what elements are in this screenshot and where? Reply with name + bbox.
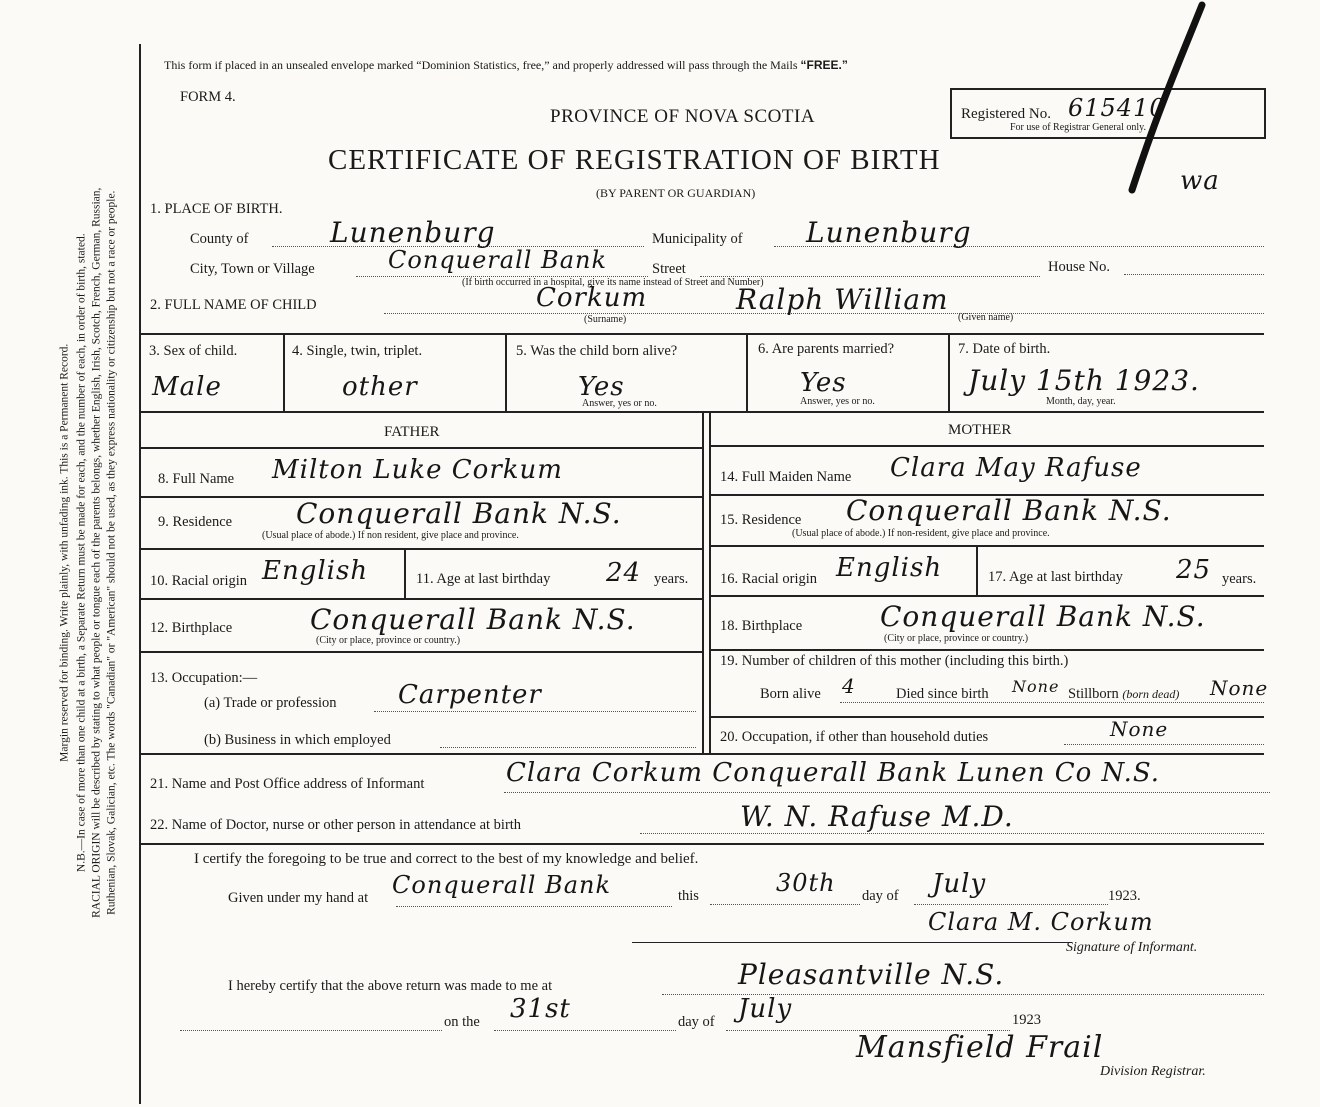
margin-racial-note-2: Ruthenian, Slovak, Galician, etc. The words "Canadian" or "American" should not be used, as they express nationality or citizenship but not a race or people. bbox=[105, 190, 118, 915]
father-heading: FATHER bbox=[384, 424, 440, 440]
doctor-value: W. N. Rafuse M.D. bbox=[740, 800, 1014, 833]
house-label: House No. bbox=[1048, 259, 1111, 275]
mother-name-value: Clara May Rafuse bbox=[890, 453, 1142, 483]
mother-racial-value: English bbox=[836, 553, 943, 583]
certify-statement: I certify the foregoing to be true and correct to the best of my knowledge and belief. bbox=[194, 851, 699, 867]
born-alive-count-label: Born alive bbox=[760, 686, 821, 702]
mother-birthplace-value: Conquerall Bank N.S. bbox=[880, 600, 1206, 633]
given-place-value: Conquerall Bank bbox=[392, 871, 611, 899]
stillborn-label bbox=[1068, 686, 1179, 703]
father-trade-value: Carpenter bbox=[398, 680, 542, 710]
father-birthplace-caption: (City or place, province or country.) bbox=[316, 635, 461, 646]
father-trade-label: (a) Trade or profession bbox=[204, 695, 337, 711]
this-day-value: 30th bbox=[776, 869, 836, 897]
father-heading-line bbox=[140, 447, 702, 449]
born-alive-label: 5. Was the child born alive? bbox=[516, 343, 678, 359]
mother-row16-divider bbox=[976, 545, 978, 595]
mother-row16-line bbox=[709, 595, 1264, 597]
street-label: Street bbox=[652, 261, 686, 277]
place-of-birth-label: 1. PLACE OF BIRTH. bbox=[150, 201, 283, 217]
registered-label: Registered No. bbox=[961, 106, 1051, 122]
city-label: City, Town or Village bbox=[190, 261, 315, 277]
surname-caption: (Surname) bbox=[584, 314, 627, 325]
mother-age-value: 25 bbox=[1176, 555, 1212, 585]
this-label: this bbox=[678, 888, 699, 904]
division-registrar-caption: Division Registrar. bbox=[1100, 1064, 1206, 1079]
hospital-note: (If birth occurred in a hospital, give its name instead of Street and Number) bbox=[462, 277, 764, 288]
row3-top-line bbox=[140, 333, 1264, 335]
mother-name-label: 14. Full Maiden Name bbox=[720, 469, 852, 485]
mother-age-label: 17. Age at last birthday bbox=[988, 569, 1123, 585]
father-business-label: (b) Business in which employed bbox=[204, 732, 391, 748]
mother-birthplace-caption: (City or place, province or country.) bbox=[884, 633, 1029, 644]
father-row10-line bbox=[140, 598, 702, 600]
informant-value: Clara Corkum Conquerall Bank Lunen Co N.S. bbox=[506, 758, 1161, 788]
margin-instructions bbox=[0, 0, 140, 1107]
date-of-birth-label: 7. Date of birth. bbox=[958, 341, 1051, 357]
given-place-line bbox=[396, 906, 672, 907]
father-trade-line bbox=[374, 711, 696, 712]
father-row9-line bbox=[140, 548, 702, 550]
child-given-name: Ralph William bbox=[736, 283, 949, 316]
parents-divider-a bbox=[702, 411, 704, 753]
father-age-value: 24 bbox=[606, 558, 642, 588]
parents-bottom-line bbox=[140, 753, 1264, 755]
father-row12-line bbox=[140, 651, 702, 653]
informant-bottom-line bbox=[140, 843, 1264, 845]
mother-occupation-label: 20. Occupation, if other than household duties bbox=[720, 729, 989, 745]
single-twin-value: other bbox=[342, 372, 418, 402]
informant-label: 21. Name and Post Office address of Informant bbox=[150, 776, 425, 792]
born-alive-count-value: 4 bbox=[842, 674, 856, 698]
died-since-birth-label: Died since birth bbox=[896, 686, 989, 702]
day-of-label-2: day of bbox=[678, 1014, 715, 1030]
mother-occupation-value: None bbox=[1110, 717, 1169, 741]
day-of-label: day of bbox=[862, 888, 899, 904]
row3-divider-4 bbox=[948, 333, 950, 411]
informant-signature-caption: Signature of Informant. bbox=[1066, 940, 1198, 955]
margin-nb-note: N.B.—In case of more than one child at a birth, a Separate Return must be made for each, and the number of each, in order of birth, stated. bbox=[75, 233, 88, 873]
left-border bbox=[139, 44, 141, 1104]
registrar-note: For use of Registrar General only. bbox=[1010, 122, 1146, 133]
mother-children-line bbox=[840, 702, 1264, 703]
registered-number: 615410 bbox=[1068, 94, 1166, 122]
margin-binding-note: Margin reserved for binding. Write plainly, with unfading ink. This is a Permanent Record. bbox=[58, 343, 71, 762]
stillborn-caption: (born dead) bbox=[1122, 687, 1180, 701]
on-the-day-value: 31st bbox=[510, 994, 571, 1024]
parents-divider-b bbox=[709, 411, 711, 753]
father-age-label: 11. Age at last birthday bbox=[416, 571, 551, 587]
certificate-title: CERTIFICATE OF REGISTRATION OF BIRTH bbox=[328, 144, 941, 176]
on-the-lead-line bbox=[180, 1030, 442, 1031]
certify-year-2: 1923 bbox=[1012, 1012, 1041, 1028]
signature-line bbox=[632, 942, 1072, 943]
child-name-label: 2. FULL NAME OF CHILD bbox=[150, 297, 317, 313]
mother-heading: MOTHER bbox=[948, 422, 1012, 438]
informant-line bbox=[504, 792, 1270, 793]
city-value: Conquerall Bank bbox=[388, 246, 607, 274]
father-row10-divider bbox=[404, 548, 406, 598]
father-racial-value: English bbox=[262, 556, 369, 586]
died-since-birth-value: None bbox=[1012, 677, 1060, 696]
doctor-label: 22. Name of Doctor, nurse or other person in attendance at birth bbox=[150, 817, 522, 833]
single-twin-label: 4. Single, twin, triplet. bbox=[292, 343, 423, 359]
father-birthplace-value: Conquerall Bank N.S. bbox=[310, 603, 636, 636]
on-the-label: on the bbox=[444, 1014, 480, 1030]
parents-married-value: Yes bbox=[800, 368, 847, 398]
father-name-label: 8. Full Name bbox=[158, 471, 235, 487]
given-caption: (Given name) bbox=[958, 312, 1014, 323]
return-made-label: I hereby certify that the above return was made to me at bbox=[228, 978, 553, 994]
on-the-day-line bbox=[494, 1030, 676, 1031]
registered-box bbox=[950, 88, 1266, 139]
certificate-subtitle: (BY PARENT OR GUARDIAN) bbox=[596, 186, 756, 200]
municipality-label: Municipality of bbox=[652, 231, 743, 247]
certify-year: 1923. bbox=[1108, 888, 1141, 904]
father-name-value: Milton Luke Corkum bbox=[272, 455, 563, 485]
province-heading: PROVINCE OF NOVA SCOTIA bbox=[550, 106, 816, 127]
row3-divider-3 bbox=[746, 333, 748, 411]
mother-row19-line bbox=[709, 716, 1264, 718]
mother-children-label: 19. Number of children of this mother (including this birth.) bbox=[720, 653, 1069, 669]
father-residence-caption: (Usual place of abode.) If non resident, give place and province. bbox=[262, 530, 519, 541]
given-under-hand-label: Given under my hand at bbox=[228, 890, 369, 906]
mother-residence-label: 15. Residence bbox=[720, 512, 802, 528]
father-occupation-label: 13. Occupation:— bbox=[150, 670, 258, 686]
month-line bbox=[914, 904, 1108, 905]
parents-married-label: 6. Are parents married? bbox=[758, 341, 895, 357]
county-value: Lunenburg bbox=[330, 216, 496, 249]
row3-divider-2 bbox=[505, 333, 507, 411]
father-birthplace-label: 12. Birthplace bbox=[150, 620, 233, 636]
sex-value: Male bbox=[152, 372, 222, 402]
father-racial-label: 10. Racial origin bbox=[150, 573, 248, 589]
margin-racial-note: RACIAL ORIGIN will be described by stating to what people or tongue each of the parents belongs, whether English, Irish, Scotch, French, German, Russian, bbox=[90, 187, 103, 918]
county-label: County of bbox=[190, 231, 249, 247]
mother-row18-line bbox=[709, 649, 1264, 651]
stillborn-value: None bbox=[1210, 676, 1269, 700]
mail-notice: This form if placed in an unsealed envelope marked “Dominion Statistics, free,” and properly addressed will pass through the Mails “FREE.” bbox=[164, 58, 848, 72]
month2-value: July bbox=[738, 994, 793, 1024]
mother-birthplace-label: 18. Birthplace bbox=[720, 618, 803, 634]
father-residence-label: 9. Residence bbox=[158, 514, 233, 530]
parents-married-caption: Answer, yes or no. bbox=[800, 396, 875, 407]
stillborn-label-text: Stillborn bbox=[1068, 686, 1119, 702]
date-of-birth-value: July 15th 1923. bbox=[968, 364, 1200, 397]
mother-residence-caption: (Usual place of abode.) If non-resident, give place and province. bbox=[792, 528, 1050, 539]
child-surname: Corkum bbox=[536, 283, 648, 313]
mother-row15-line bbox=[709, 545, 1264, 547]
date-of-birth-caption: Month, day, year. bbox=[1046, 396, 1116, 407]
born-alive-caption: Answer, yes or no. bbox=[582, 398, 657, 409]
father-business-line bbox=[440, 747, 696, 748]
form-number: FORM 4. bbox=[180, 89, 236, 105]
row3-divider-1 bbox=[283, 333, 285, 411]
return-place-value: Pleasantville N.S. bbox=[738, 958, 1005, 991]
mother-residence-value: Conquerall Bank N.S. bbox=[846, 494, 1172, 527]
mother-heading-line bbox=[709, 445, 1264, 447]
informant-signature: Clara M. Corkum bbox=[928, 908, 1154, 936]
father-years-label: years. bbox=[654, 571, 689, 587]
this-day-line bbox=[710, 904, 860, 905]
mother-years-label: years. bbox=[1222, 571, 1257, 587]
month-value: July bbox=[932, 869, 987, 899]
corner-mark: wa bbox=[1180, 166, 1220, 196]
registrar-signature: Mansfield Frail bbox=[856, 1030, 1104, 1065]
father-residence-value: Conquerall Bank N.S. bbox=[296, 497, 622, 530]
doctor-line bbox=[640, 833, 1264, 834]
mother-racial-label: 16. Racial origin bbox=[720, 571, 818, 587]
mother-occupation-line bbox=[1064, 744, 1264, 745]
sex-label: 3. Sex of child. bbox=[149, 343, 238, 359]
municipality-value: Lunenburg bbox=[806, 216, 972, 249]
house-line bbox=[1124, 274, 1264, 275]
born-alive-value: Yes bbox=[578, 372, 625, 402]
